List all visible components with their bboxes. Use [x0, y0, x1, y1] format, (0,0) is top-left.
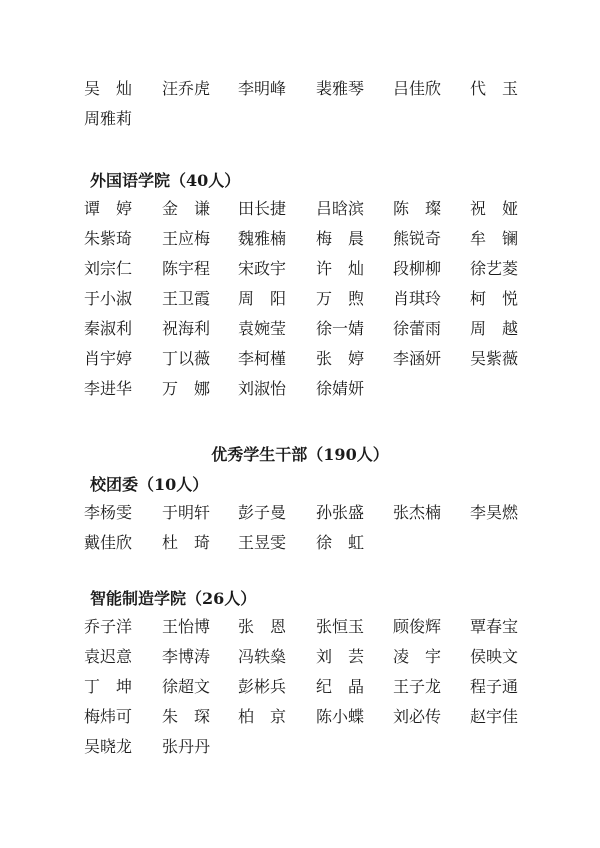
student-name: 宋政宇	[238, 259, 287, 278]
student-name: 周 越	[470, 319, 518, 338]
student-name: 李涵妍	[393, 349, 442, 368]
name-row	[0, 284, 600, 314]
student-name: 陈 璨	[393, 199, 441, 218]
name-row	[0, 194, 600, 224]
student-name: 徐婧妍	[316, 379, 365, 398]
student-name: 陈小蝶	[316, 707, 365, 726]
student-name: 周雅莉	[84, 109, 133, 128]
student-name: 侯映文	[470, 647, 519, 666]
student-name: 熊锐奇	[393, 229, 442, 248]
student-name: 刘宗仁	[84, 259, 133, 278]
student-name: 袁迟意	[84, 647, 133, 666]
student-name: 顾俊辉	[393, 617, 442, 636]
student-name: 陈宇程	[162, 259, 211, 278]
student-name: 柏 京	[238, 707, 286, 726]
student-name: 张 恩	[238, 617, 286, 636]
student-name: 段柳柳	[393, 259, 442, 278]
student-name: 刘 芸	[316, 647, 364, 666]
student-name: 吕佳欣	[393, 79, 442, 98]
student-name: 冯轶燊	[238, 647, 287, 666]
student-name: 万 娜	[162, 379, 210, 398]
student-name: 许 灿	[316, 259, 364, 278]
name-row	[0, 732, 600, 762]
student-name: 王卫霞	[162, 289, 211, 308]
name-row	[0, 612, 600, 642]
student-name: 于小淑	[84, 289, 133, 308]
student-name: 周 阳	[238, 289, 286, 308]
student-name: 吴紫薇	[470, 349, 519, 368]
student-name: 覃春宝	[470, 617, 519, 636]
student-name: 王应梅	[162, 229, 211, 248]
student-name: 牟 镧	[470, 229, 518, 248]
student-name: 李博涛	[162, 647, 211, 666]
student-name: 彭子曼	[238, 503, 287, 522]
student-name: 金 谦	[162, 199, 210, 218]
student-name: 纪 晶	[316, 677, 364, 696]
student-name: 王昱雯	[238, 533, 287, 552]
student-name: 吴晓龙	[84, 737, 133, 756]
name-row	[0, 254, 600, 284]
student-name: 乔子洋	[84, 617, 133, 636]
student-name: 赵宇佳	[470, 707, 519, 726]
student-name: 吴 灿	[84, 79, 132, 98]
student-name: 裴雅琴	[316, 79, 365, 98]
award-category-title: 优秀学生干部（190人）	[211, 445, 389, 464]
section-heading-youth-league: 校团委（10人）	[90, 475, 209, 494]
student-name: 袁婉莹	[238, 319, 287, 338]
student-name: 徐 虹	[316, 533, 364, 552]
student-name: 彭彬兵	[238, 677, 287, 696]
student-name: 刘必传	[393, 707, 442, 726]
student-name: 梅 晨	[316, 229, 364, 248]
student-name: 梅炜可	[84, 707, 133, 726]
student-name: 李明峰	[238, 79, 287, 98]
student-name: 王子龙	[393, 677, 442, 696]
student-name: 肖琪玲	[393, 289, 442, 308]
student-name: 祝海利	[162, 319, 211, 338]
student-name: 刘淑怡	[238, 379, 287, 398]
student-name: 李昊燃	[470, 503, 519, 522]
student-name: 凌 宇	[393, 647, 441, 666]
student-name: 张 婷	[316, 349, 364, 368]
name-row	[0, 702, 600, 732]
student-name: 张丹丹	[162, 737, 211, 756]
student-name: 徐艺菱	[470, 259, 519, 278]
name-row	[0, 104, 600, 134]
name-row	[0, 498, 600, 528]
name-row	[0, 672, 600, 702]
student-name: 徐超文	[162, 677, 211, 696]
student-name: 汪乔虎	[162, 79, 211, 98]
student-name: 徐蕾雨	[393, 319, 442, 338]
section-heading-intelligent-manufacturing: 智能制造学院（26人）	[90, 589, 257, 608]
student-name: 张杰楠	[393, 503, 442, 522]
student-name: 魏雅楠	[238, 229, 287, 248]
student-name: 李杨雯	[84, 503, 133, 522]
student-name: 谭 婷	[84, 199, 132, 218]
name-row	[0, 528, 600, 558]
student-name: 肖宇婷	[84, 349, 133, 368]
name-row	[0, 374, 600, 404]
student-name: 杜 琦	[162, 533, 210, 552]
name-row	[0, 224, 600, 254]
student-name: 李进华	[84, 379, 133, 398]
name-row	[0, 314, 600, 344]
student-name: 于明轩	[162, 503, 211, 522]
student-name: 祝 娅	[470, 199, 518, 218]
student-name: 张恒玉	[316, 617, 365, 636]
student-name: 秦淑利	[84, 319, 133, 338]
section-heading-foreign-languages: 外国语学院（40人）	[90, 171, 241, 190]
student-name: 代 玉	[470, 79, 518, 98]
name-row	[0, 642, 600, 672]
student-name: 戴佳欣	[84, 533, 133, 552]
student-name: 程子通	[470, 677, 519, 696]
name-row	[0, 74, 600, 104]
student-name: 万 煦	[316, 289, 364, 308]
student-name: 王怡博	[162, 617, 211, 636]
student-name: 田长捷	[238, 199, 287, 218]
student-name: 朱紫琦	[84, 229, 133, 248]
student-name: 徐一婧	[316, 319, 365, 338]
student-name: 孙张盛	[316, 503, 365, 522]
student-name: 李柯槿	[238, 349, 287, 368]
student-name: 丁以薇	[162, 349, 211, 368]
student-name: 柯 悦	[470, 289, 518, 308]
student-name: 丁 坤	[84, 677, 132, 696]
name-row	[0, 344, 600, 374]
student-name: 朱 琛	[162, 707, 210, 726]
student-name: 吕晗滨	[316, 199, 365, 218]
